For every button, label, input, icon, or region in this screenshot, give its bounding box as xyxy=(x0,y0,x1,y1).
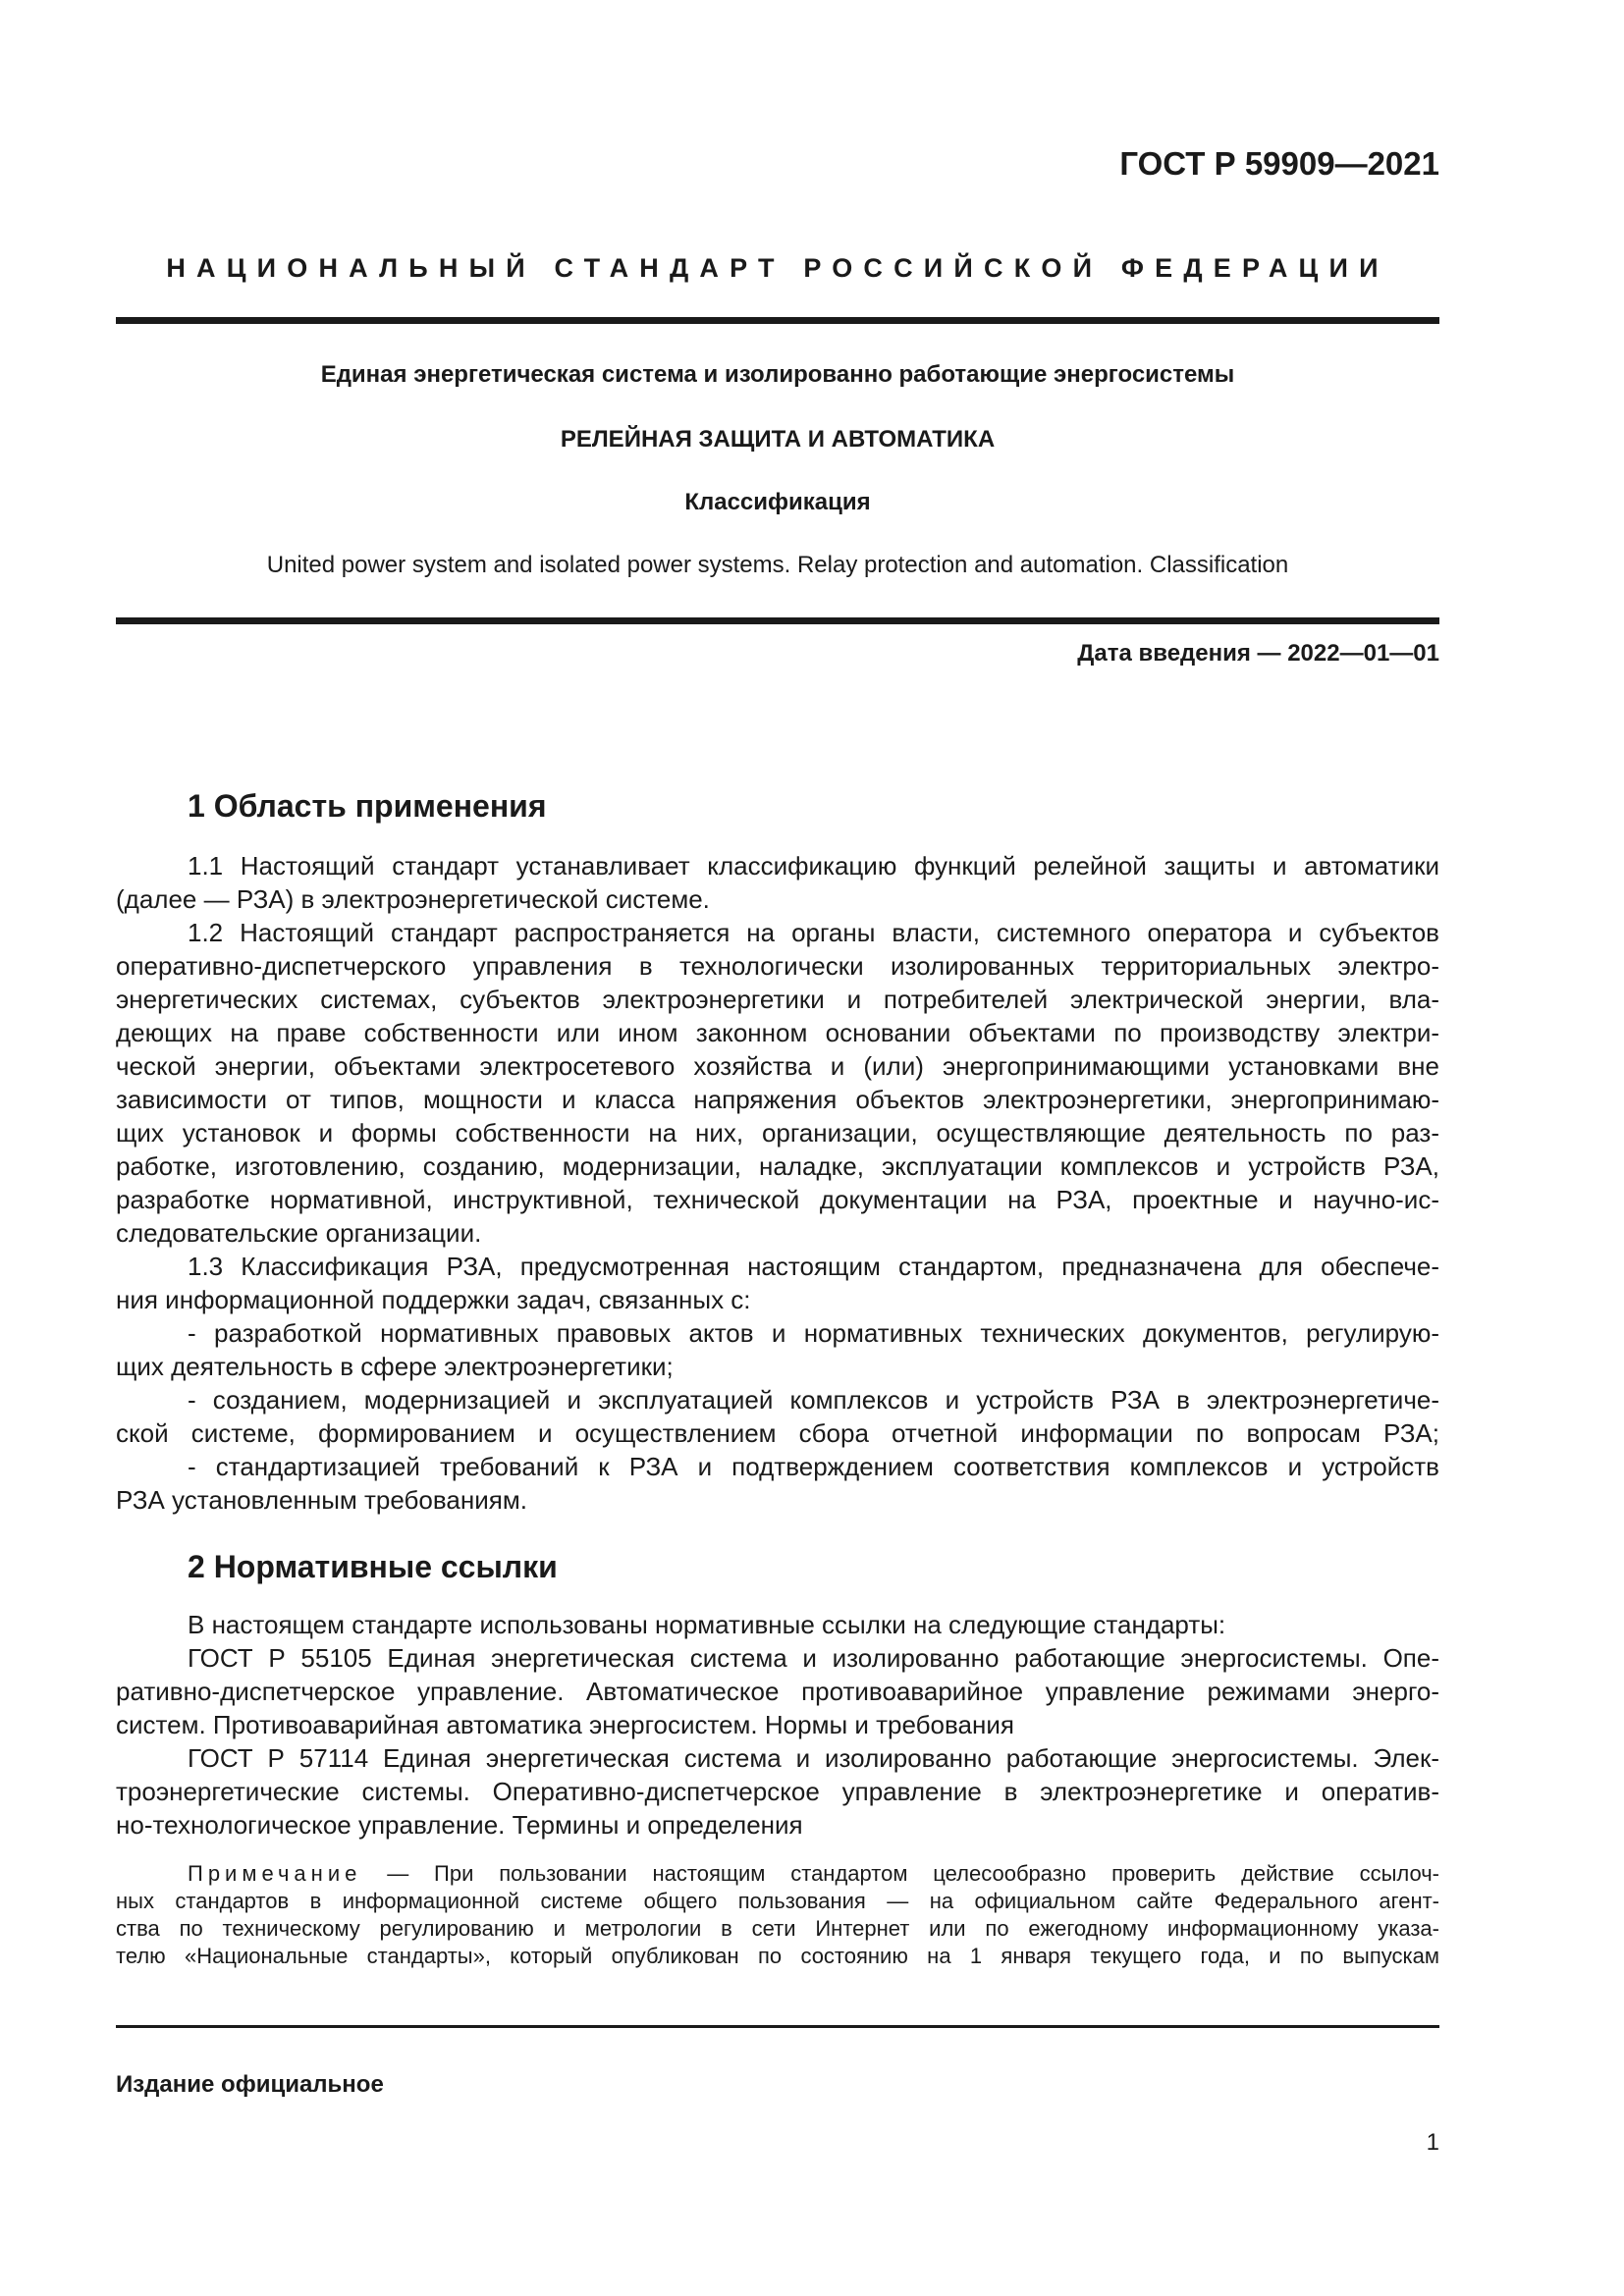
section-1-body xyxy=(116,849,1439,1517)
paragraph-line: оперативно-диспетчерского управления в технологически изолированных территориальных электро- xyxy=(116,951,1439,981)
top-divider xyxy=(116,317,1439,324)
title-line-1: Единая энергетическая система и изолированно работающие энергосистемы xyxy=(320,361,1235,388)
paragraph-line: работке, изготовлению, созданию, модернизации, наладке, эксплуатации комплексов и устройств РЗА, xyxy=(116,1151,1439,1181)
paragraph-line: 1.1 Настоящий стандарт устанавливает классификацию функций релейной защиты и автоматики xyxy=(188,851,1439,881)
paragraph-line: ративно-диспетчерское управление. Автоматическое противоаварийное управление режимами энерго- xyxy=(116,1677,1439,1706)
list-item-line: - созданием, модернизацией и эксплуатацией комплексов и устройств РЗА в электроэнергетиче- xyxy=(188,1385,1439,1415)
introduction-date: Дата введения — 2022—01—01 xyxy=(1077,640,1439,667)
paragraph-line: ния информационной поддержки задач, связанных с: xyxy=(116,1285,751,1314)
title-line-2: РЕЛЕЙНАЯ ЗАЩИТА И АВТОМАТИКА xyxy=(560,426,996,453)
note-block xyxy=(116,1860,1439,1970)
paragraph-line: но-технологическое управление. Термины и определения xyxy=(116,1810,803,1840)
paragraph-line: (далее — РЗА) в электроэнергетической системе. xyxy=(116,884,710,914)
paragraph-line: энергетических системах, субъектов электроэнергетики и потребителей электрической энергии, вла- xyxy=(116,985,1439,1014)
paragraph-line: ческой энергии, объектами электросетевого хозяйства и (или) энергопринимающими установками вне xyxy=(116,1051,1439,1081)
paragraph-line: разработке нормативной, инструктивной, технической документации на РЗА, проектные и научно-ис- xyxy=(116,1185,1439,1214)
note-line: ства по техническому регулированию и метрологии в сети Интернет или по ежегодному информационному указа- xyxy=(116,1916,1439,1941)
paragraph-line: В настоящем стандарте использованы нормативные ссылки на следующие стандарты: xyxy=(188,1610,1226,1639)
note-line xyxy=(116,1860,1439,1888)
paragraph-line: щих установок и формы собственности на них, организации, осуществляющие деятельность по раз- xyxy=(116,1118,1439,1148)
note-line: телю «Национальные стандарты», который опубликован по состоянию на 1 января текущего года, и по выпускам xyxy=(116,1944,1439,1968)
list-item-line: - разработкой нормативных правовых актов и нормативных технических документов, регулирую- xyxy=(188,1318,1439,1348)
footer-divider xyxy=(116,2025,1439,2028)
official-edition-label: Издание официальное xyxy=(116,2071,384,2098)
section-2-heading: 2 Нормативные ссылки xyxy=(188,1549,558,1584)
page-number: 1 xyxy=(1426,2129,1439,2156)
title-divider xyxy=(116,617,1439,624)
paragraph-line: следовательские организации. xyxy=(116,1218,482,1248)
paragraph-line: систем. Противоаварийная автоматика энергосистем. Нормы и требования xyxy=(116,1710,1014,1739)
title-english: United power system and isolated power systems. Relay protection and automation. Classification xyxy=(266,552,1289,578)
note-text: — При пользовании настоящим стандартом целесообразно проверить действие ссылоч- xyxy=(361,1861,1439,1886)
list-item-line: щих деятельность в сфере электроэнергетики; xyxy=(116,1352,674,1381)
document-number: ГОСТ Р 59909—2021 xyxy=(1119,145,1439,182)
section-2-body xyxy=(116,1608,1439,1842)
paragraph-line: ГОСТ Р 57114 Единая энергетическая система и изолированно работающие энергосистемы. Элек- xyxy=(188,1743,1439,1773)
title-line-3: Классификация xyxy=(684,489,871,515)
list-item-line: РЗА установленным требованиям. xyxy=(116,1485,527,1515)
paragraph-line: 1.3 Классификация РЗА, предусмотренная настоящим стандартом, предназначена для обеспече- xyxy=(188,1252,1439,1281)
paragraph-line: деющих на праве собственности или ином законном основании объектами по производству электри- xyxy=(116,1018,1439,1047)
section-1-heading: 1 Область применения xyxy=(188,788,547,824)
paragraph-line: троэнергетические системы. Оперативно-диспетчерское управление в электроэнергетике и оператив- xyxy=(116,1777,1439,1806)
note-label: Примечание xyxy=(188,1861,362,1886)
list-item-line: - стандартизацией требований к РЗА и подтверждением соответствия комплексов и устройств xyxy=(188,1452,1439,1481)
national-standard-banner: НАЦИОНАЛЬНЫЙ СТАНДАРТ РОССИЙСКОЙ ФЕДЕРАЦИИ xyxy=(166,253,1389,283)
paragraph-line: 1.2 Настоящий стандарт распространяется на органы власти, системного оператора и субъектов xyxy=(188,918,1439,947)
paragraph-line: ГОСТ Р 55105 Единая энергетическая система и изолированно работающие энергосистемы. Опе- xyxy=(188,1643,1439,1673)
list-item-line: ской системе, формированием и осуществлением сбора отчетной информации по вопросам РЗА; xyxy=(116,1418,1439,1448)
paragraph-line: зависимости от типов, мощности и класса напряжения объектов электроэнергетики, энергопринимаю- xyxy=(116,1085,1439,1114)
note-line: ных стандартов в информационной системе общего пользования — на официальном сайте Федерального агент- xyxy=(116,1889,1439,1913)
